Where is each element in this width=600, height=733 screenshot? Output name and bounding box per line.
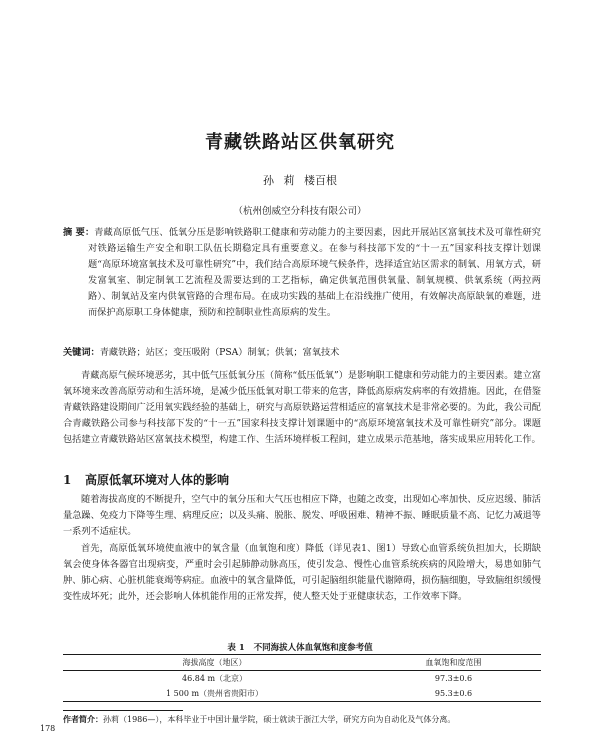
section-number: 1 xyxy=(63,473,72,487)
table-header-cell: 海拔高度（地区） xyxy=(182,658,247,667)
affiliation: （杭州创威空分科技有限公司） xyxy=(233,206,367,217)
table-row xyxy=(63,671,541,687)
section-title: 高原低氧环境对人体的影响 xyxy=(85,473,230,487)
intro-paragraph: 青藏高原气候环境恶劣，其中低气压低氧分压（简称“低压低氧”）是影响职工健康和劳动能力的主要因素。建立富氧环境来改善高原劳动和生活环境，是减少低压低氧对职工带来的危害，降低高原病发病率的有效措施。因此，在借鉴青藏铁路建设期间广泛用氧实践经验的基础上，研究与高原铁路运营相适应的富氧技术是非常必要的。为此，我公司配合青藏铁路公司参与科技部下发的“十一五”国家科技支撑计划课题中的“高原环境富氧技术及可靠性研究”部分。课题包括建立青藏铁路站区富氧技术模型，构建工作、生活环境样板工程间，建立成果示范基地，落实成果应用转化工作。 xyxy=(63,370,541,445)
table-cell: 1 500 m（贵州省贵阳市） xyxy=(166,689,264,698)
abstract-text: 青藏高原低气压、低氧分压是影响铁路职工健康和劳动能力的主要因素，因此开展站区富氧技术及可靠性研究对铁路运输生产安全和职工队伍长期稳定具有重要意义。在参与科技部下发的“十一五”国家科技支撑计划课题“高原环境富氧技术及可靠性研究”中，我们结合高原环境气候条件，选择适宜站区需求的制氧、用氧方式，研发富氧室、制定制氧工艺流程及需要达到的工艺指标，确定供氧范围供氧量、制氧规模、供氧系统（两拉两路）、制氧站及室内供氧管路的合理布局。在成功实践的基础上在沿线推广使用，有效解决高原缺氧的难题，进而保护高原职工身体健康，预防和控制职业性高原病的发生。 xyxy=(88,227,541,318)
table-cell: 95.3±0.6 xyxy=(434,689,473,698)
page-number: 178 xyxy=(40,724,56,733)
keywords xyxy=(63,345,541,361)
authors: 孙 莉 楼百根 xyxy=(263,174,337,187)
footnote-label: 作者简介： xyxy=(63,714,103,724)
footnote-divider xyxy=(63,710,183,711)
data-table xyxy=(63,654,541,702)
table-number: 表 1 xyxy=(227,643,245,653)
abstract-label: 摘 要： xyxy=(63,227,95,238)
table-cell: 46.84 m（北京） xyxy=(182,674,248,683)
table-caption xyxy=(0,641,600,653)
footnote-text: 孙莉（1986—），本科毕业于中国计量学院，硕士就读于浙江大学，研究方向为自动化及气体分离。 xyxy=(103,715,456,724)
keywords-label: 关键词： xyxy=(63,347,100,358)
keywords-text: 青藏铁路；站区；变压吸附（PSA）制氧；供氧；富氧技术 xyxy=(99,347,340,358)
section-paragraph-1: 随着海拔高度的不断提升，空气中的氧分压和大气压也相应下降，也随之改变，出现如心率加快、反应迟缓、肺活量急躁、免疫力下降等生理、病理反应；以及头痛、脱胀、脱发、呼吸困难、精神不振、睡眠质量不高、记忆力减退等一系列不适症状。 xyxy=(63,494,541,537)
abstract xyxy=(63,225,541,321)
table-row xyxy=(63,686,541,702)
table-title: 不同海拔人体血氧饱和度参考值 xyxy=(253,643,373,653)
table-header-cell: 血氧饱和度范围 xyxy=(425,658,482,667)
section-heading xyxy=(63,471,229,488)
table-header-row xyxy=(63,655,541,671)
paper-title: 青藏铁路站区供氧研究 xyxy=(205,132,395,153)
section-paragraph-2: 首先，高原低氧环境使血液中的氧含量（血氧饱和度）降低（详见表1、图1）导致心血管系统负担加大，长期缺氧会使身体各器官出现病变，严重时会引起肺静动脉高压，使引发急、慢性心血管系统疾病的风险增大，易患如肺气肿、肺心病、心脏机能衰竭等病症。血液中的氧含量降低，可引起脑组织能量代谢障碍，损伤脑细胞，导致脑组织缓慢变性成坏死；此外，还会影响人体机能作用的正常发挥，使人整天处于亚健康状态，工作效率下降。 xyxy=(63,543,541,602)
author-footnote xyxy=(63,714,541,725)
table-cell: 97.3±0.6 xyxy=(434,674,473,683)
